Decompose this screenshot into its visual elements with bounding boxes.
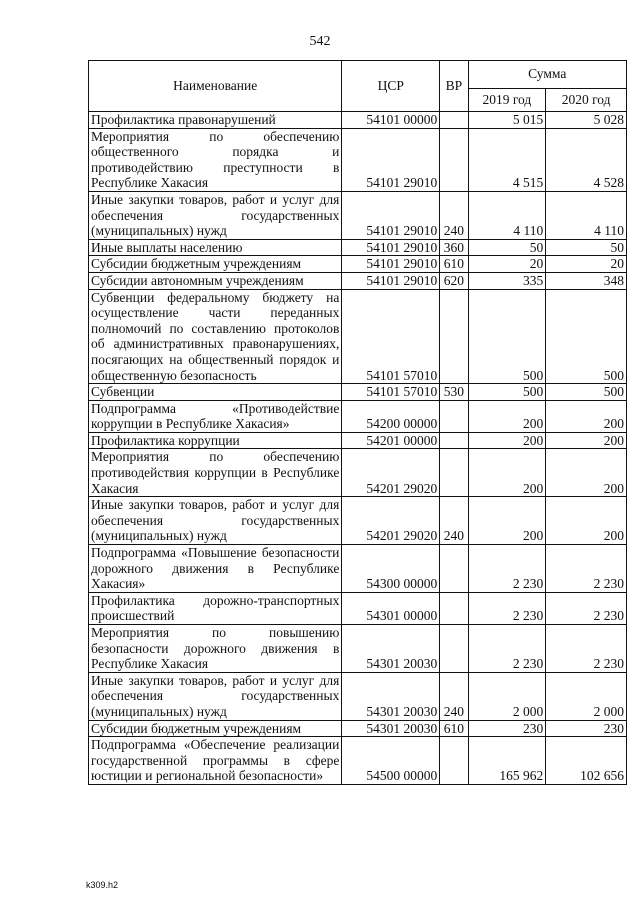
row-csr: 54301 00000 <box>342 592 440 624</box>
row-vr: 620 <box>440 272 468 289</box>
row-vr <box>440 449 468 497</box>
row-sum-2019: 230 <box>468 720 546 737</box>
row-sum-2020: 200 <box>546 432 627 449</box>
row-name: Иные закупки товаров, работ и услуг для обеспечения государственных (муниципальных) нужд <box>89 672 342 720</box>
row-vr: 240 <box>440 191 468 239</box>
row-sum-2020: 500 <box>546 289 627 384</box>
row-name: Субвенции <box>89 384 342 401</box>
row-csr: 54301 20030 <box>342 720 440 737</box>
row-vr: 610 <box>440 720 468 737</box>
table-row <box>89 737 627 785</box>
row-sum-2020: 2 230 <box>546 592 627 624</box>
header-sum: Сумма <box>468 61 627 89</box>
row-name: Профилактика дорожно-транспортных происшествий <box>89 592 342 624</box>
table-row <box>89 112 627 129</box>
row-sum-2020: 2 230 <box>546 625 627 673</box>
row-vr <box>440 112 468 129</box>
row-name: Иные закупки товаров, работ и услуг для обеспечения государственных (муниципальных) нужд <box>89 191 342 239</box>
row-sum-2020: 4 528 <box>546 128 627 191</box>
row-sum-2019: 200 <box>468 449 546 497</box>
row-csr: 54101 29010 <box>342 239 440 256</box>
row-sum-2020: 230 <box>546 720 627 737</box>
table-row <box>89 384 627 401</box>
row-sum-2020: 102 656 <box>546 737 627 785</box>
row-csr: 54200 00000 <box>342 400 440 432</box>
header-vr: ВР <box>440 61 468 112</box>
row-vr <box>440 128 468 191</box>
row-sum-2020: 200 <box>546 449 627 497</box>
row-sum-2019: 500 <box>468 289 546 384</box>
row-sum-2019: 2 230 <box>468 625 546 673</box>
row-sum-2019: 20 <box>468 256 546 273</box>
row-name: Мероприятия по обеспечению противодействия коррупции в Республике Хакасия <box>89 449 342 497</box>
row-vr <box>440 400 468 432</box>
row-vr <box>440 625 468 673</box>
row-sum-2020: 2 230 <box>546 545 627 593</box>
row-name: Подпрограмма «Противодействие коррупции в Республике Хакасия» <box>89 400 342 432</box>
row-sum-2019: 5 015 <box>468 112 546 129</box>
row-sum-2020: 5 028 <box>546 112 627 129</box>
row-name: Профилактика коррупции <box>89 432 342 449</box>
row-csr: 54101 00000 <box>342 112 440 129</box>
table-body <box>89 112 627 785</box>
table-row <box>89 272 627 289</box>
row-vr: 610 <box>440 256 468 273</box>
row-csr: 54201 00000 <box>342 432 440 449</box>
row-sum-2019: 500 <box>468 384 546 401</box>
page-number: 542 <box>309 34 331 49</box>
row-vr: 240 <box>440 497 468 545</box>
table-row <box>89 239 627 256</box>
header-year-2019: 2019 год <box>468 88 546 111</box>
row-csr: 54101 57010 <box>342 289 440 384</box>
row-sum-2019: 200 <box>468 497 546 545</box>
table-row <box>89 128 627 191</box>
row-vr <box>440 737 468 785</box>
table-row <box>89 497 627 545</box>
row-sum-2019: 50 <box>468 239 546 256</box>
table-row <box>89 449 627 497</box>
row-sum-2020: 4 110 <box>546 191 627 239</box>
table-row <box>89 592 627 624</box>
row-csr: 54301 20030 <box>342 672 440 720</box>
row-name: Профилактика правонарушений <box>89 112 342 129</box>
row-csr: 54101 29010 <box>342 191 440 239</box>
table-row <box>89 545 627 593</box>
row-csr: 54301 20030 <box>342 625 440 673</box>
table-row <box>89 720 627 737</box>
row-vr: 360 <box>440 239 468 256</box>
row-name: Субсидии бюджетным учреждениям <box>89 256 342 273</box>
table-row <box>89 191 627 239</box>
row-sum-2019: 2 000 <box>468 672 546 720</box>
row-sum-2020: 348 <box>546 272 627 289</box>
row-vr <box>440 545 468 593</box>
budget-table <box>88 60 627 785</box>
row-vr <box>440 592 468 624</box>
row-csr: 54101 57010 <box>342 384 440 401</box>
row-vr <box>440 289 468 384</box>
table-row <box>89 289 627 384</box>
row-sum-2019: 200 <box>468 432 546 449</box>
row-name: Субвенции федеральному бюджету на осуществление части переданных полномочий по составлению протоколов об административных правонарушениях, посягающих на общественный порядок и общественную безопасность <box>89 289 342 384</box>
row-sum-2019: 335 <box>468 272 546 289</box>
row-sum-2020: 2 000 <box>546 672 627 720</box>
table-row <box>89 625 627 673</box>
header-csr: ЦСР <box>342 61 440 112</box>
header-name: Наименование <box>89 61 342 112</box>
row-vr: 530 <box>440 384 468 401</box>
row-csr: 54101 29010 <box>342 256 440 273</box>
row-csr: 54101 29010 <box>342 128 440 191</box>
row-sum-2019: 4 515 <box>468 128 546 191</box>
table-row <box>89 256 627 273</box>
row-vr <box>440 432 468 449</box>
row-sum-2020: 500 <box>546 384 627 401</box>
table-row <box>89 432 627 449</box>
row-name: Мероприятия по повышению безопасности дорожного движения в Республике Хакасия <box>89 625 342 673</box>
row-name: Иные закупки товаров, работ и услуг для обеспечения государственных (муниципальных) нужд <box>89 497 342 545</box>
row-csr: 54300 00000 <box>342 545 440 593</box>
table-row <box>89 672 627 720</box>
footer-code: k309.h2 <box>86 880 119 890</box>
row-csr: 54500 00000 <box>342 737 440 785</box>
row-sum-2020: 20 <box>546 256 627 273</box>
row-sum-2019: 2 230 <box>468 592 546 624</box>
row-name: Подпрограмма «Обеспечение реализации государственной программы в сфере юстиции и региональной безопасности» <box>89 737 342 785</box>
row-vr: 240 <box>440 672 468 720</box>
row-sum-2020: 50 <box>546 239 627 256</box>
row-sum-2019: 200 <box>468 400 546 432</box>
row-sum-2019: 4 110 <box>468 191 546 239</box>
row-sum-2019: 165 962 <box>468 737 546 785</box>
row-name: Подпрограмма «Повышение безопасности дорожного движения в Республике Хакасия» <box>89 545 342 593</box>
row-sum-2020: 200 <box>546 400 627 432</box>
row-name: Мероприятия по обеспечению общественного порядка и противодействию преступности в Республике Хакасия <box>89 128 342 191</box>
row-name: Субсидии автономным учреждениям <box>89 272 342 289</box>
row-sum-2020: 200 <box>546 497 627 545</box>
table-row <box>89 400 627 432</box>
row-csr: 54201 29020 <box>342 497 440 545</box>
row-csr: 54101 29010 <box>342 272 440 289</box>
row-name: Субсидии бюджетным учреждениям <box>89 720 342 737</box>
header-year-2020: 2020 год <box>546 88 627 111</box>
row-name: Иные выплаты населению <box>89 239 342 256</box>
row-sum-2019: 2 230 <box>468 545 546 593</box>
row-csr: 54201 29020 <box>342 449 440 497</box>
